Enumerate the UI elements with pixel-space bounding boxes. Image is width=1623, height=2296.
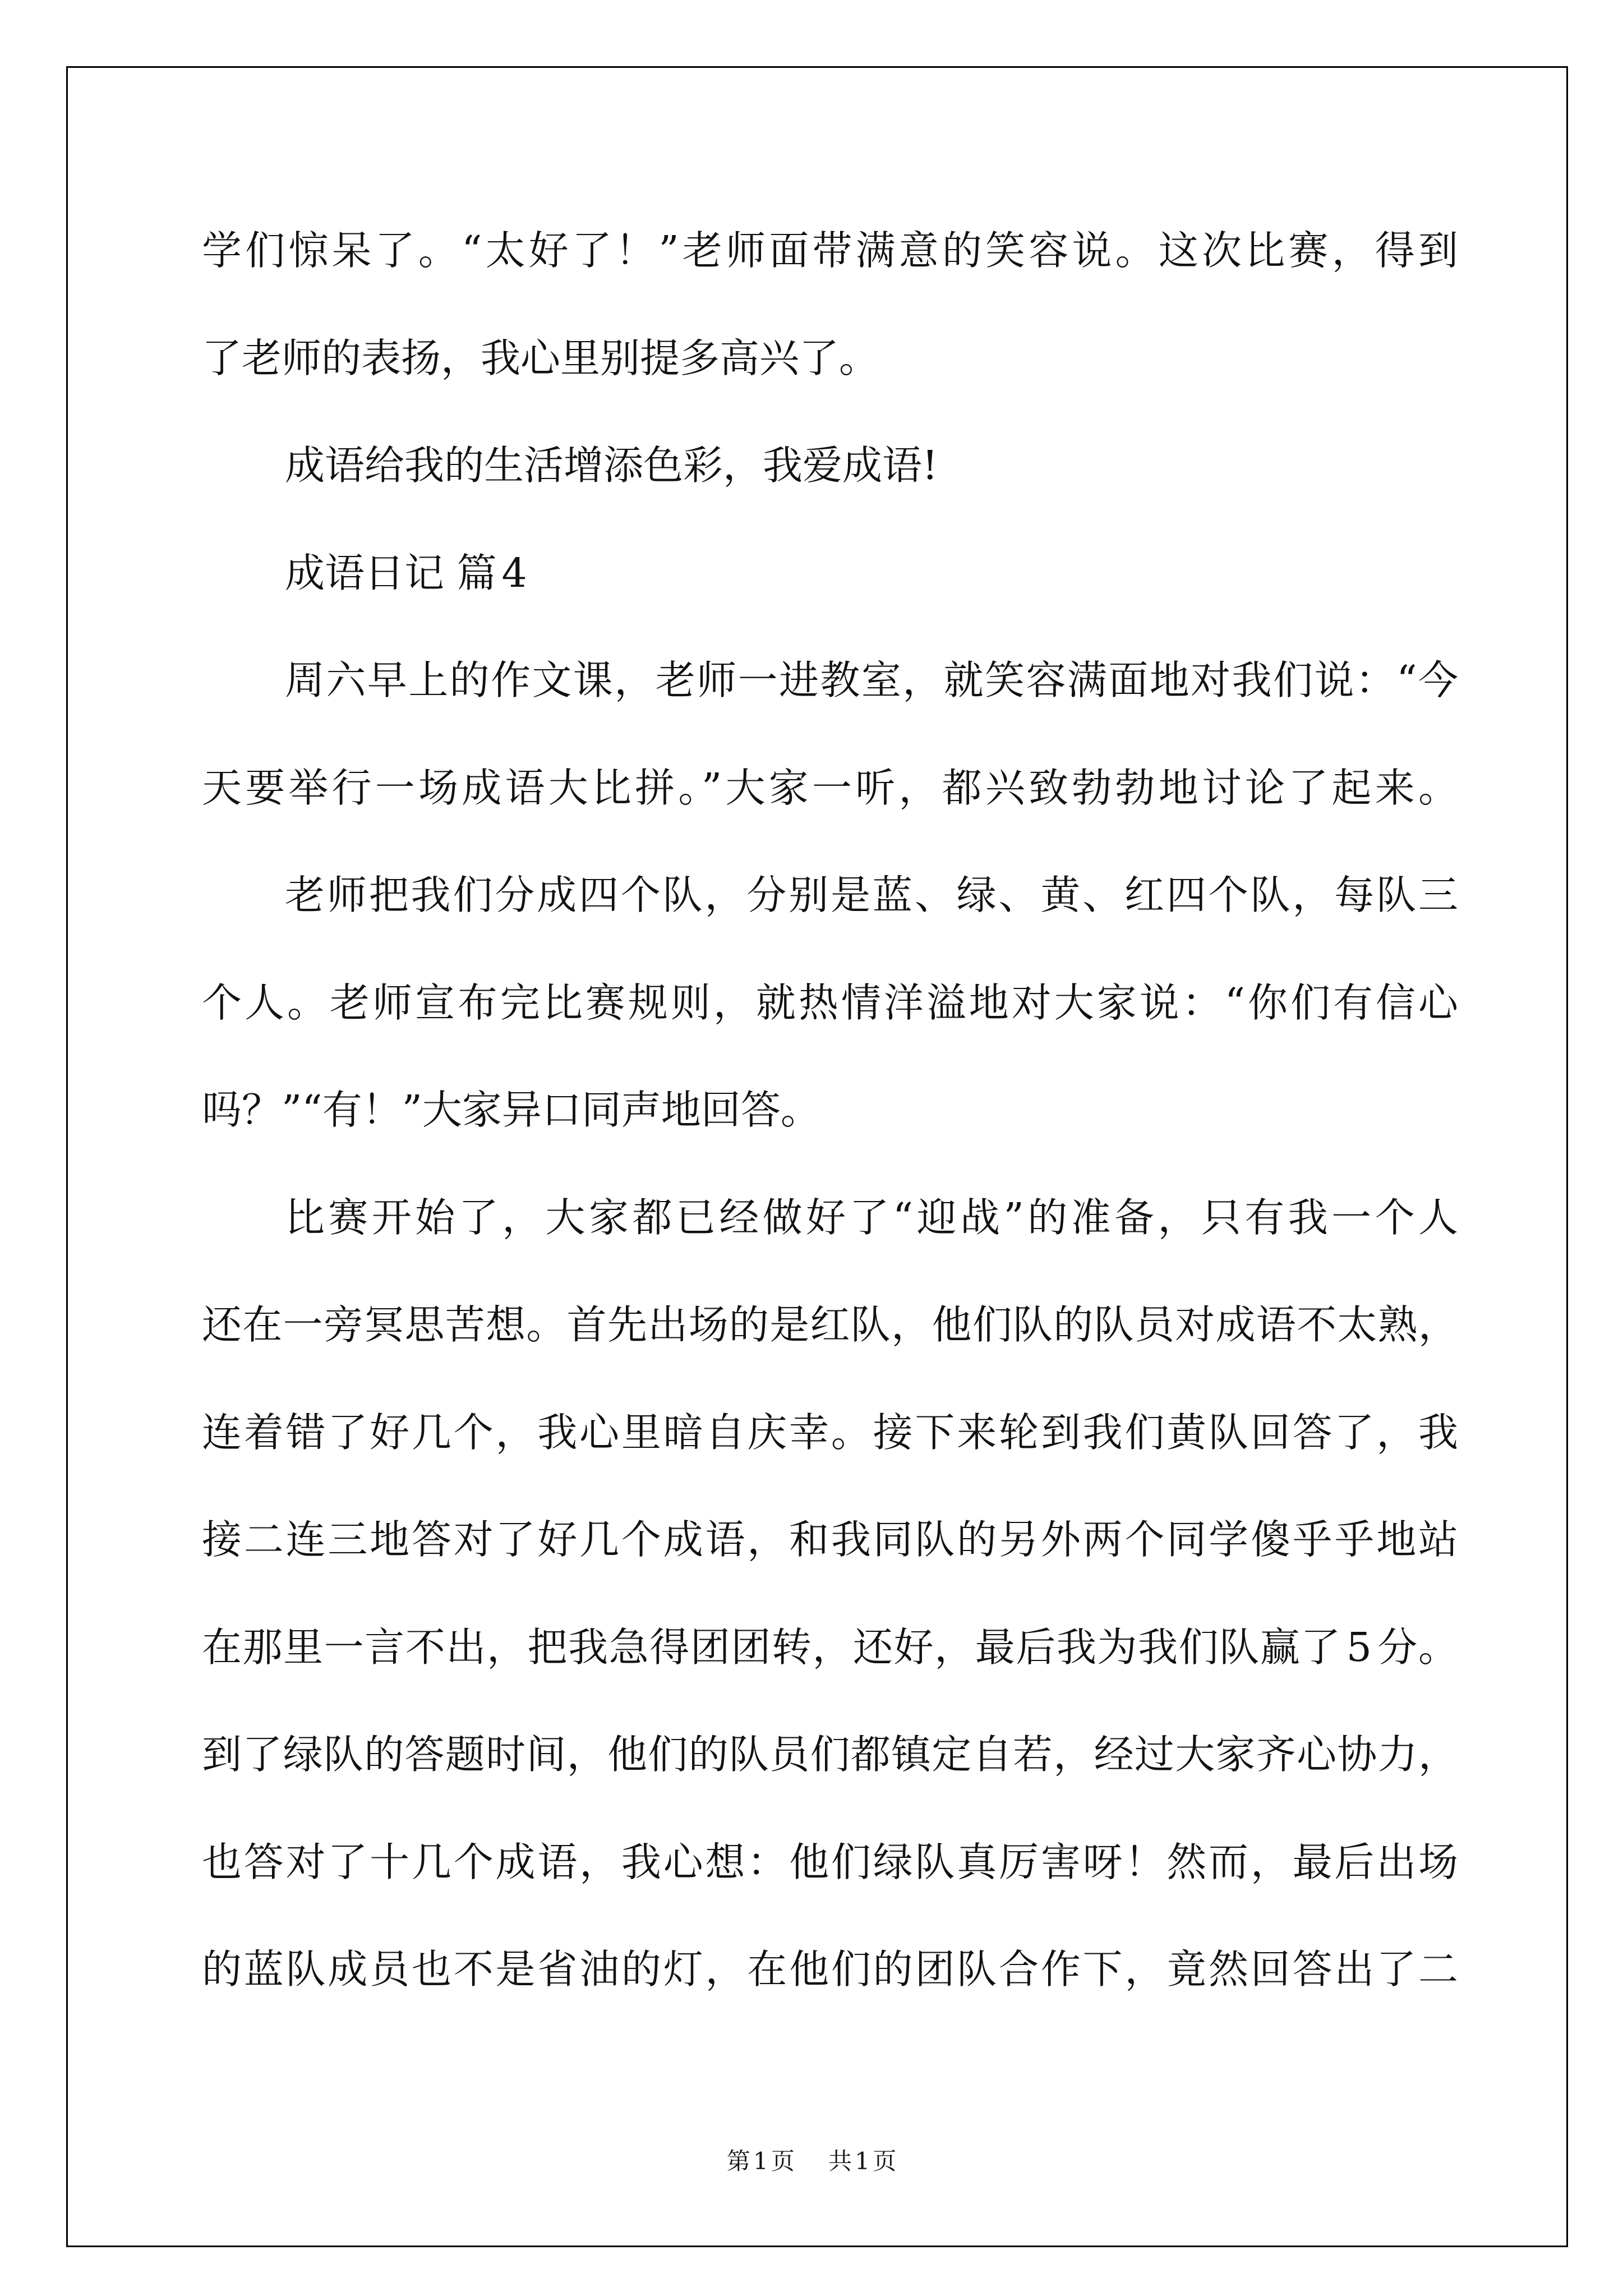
- paragraph-line: 成语给我的生活增添色彩，我爱成语!: [285, 442, 938, 489]
- document-body: [202, 197, 1458, 2023]
- paragraph-line: 学们惊呆了。“太好了！”老师面带满意的笑容说。这次比赛，得到: [202, 227, 1458, 274]
- paragraph: [202, 627, 1458, 841]
- page-number: 第1页: [726, 2147, 795, 2175]
- paragraph: [202, 841, 1458, 1164]
- paragraph-line: 个人。老师宣布完比赛规则，就热情洋溢地对大家说：“你们有信心: [202, 979, 1458, 1026]
- paragraph: [202, 197, 1458, 412]
- paragraph-line: 到了绿队的答题时间，他们的队员们都镇定自若，经过大家齐心协力，: [202, 1731, 1458, 1778]
- paragraph-line: 接二连三地答对了好几个成语，和我同队的另外两个同学傻乎乎地站: [202, 1516, 1458, 1563]
- paragraph: [202, 412, 1458, 519]
- page-count: 共1页: [828, 2147, 897, 2175]
- paragraph-line: 还在一旁冥思苦想。首先出场的是红队，他们队的队员对成语不太熟，: [202, 1301, 1458, 1348]
- paragraph-line: 连着错了好几个，我心里暗自庆幸。接下来轮到我们黄队回答了，我: [202, 1409, 1458, 1456]
- paragraph-line: 老师把我们分成四个队，分别是蓝、绿、黄、红四个队，每队三: [285, 872, 1458, 918]
- paragraph: [202, 1164, 1458, 2023]
- paragraph-line: 的蓝队成员也不是省油的灯，在他们的团队合作下，竟然回答出了二: [202, 1946, 1458, 1993]
- paragraph-line: 比赛开始了，大家都已经做好了“迎战”的准备，只有我一个人: [285, 1194, 1458, 1241]
- paragraph-line: 在那里一言不出，把我急得团团转，还好，最后我为我们队赢了5分。: [202, 1623, 1458, 1671]
- paragraph-line: 也答对了十几个成语，我心想：他们绿队真厉害呀！然而，最后出场: [202, 1838, 1458, 1885]
- paragraph-line: 吗？”“有！”大家异口同声地回答。: [202, 1087, 820, 1133]
- paragraph-line: 了老师的表扬，我心里别提多高兴了。: [202, 334, 879, 381]
- section-heading: 成语日记 篇4: [285, 549, 527, 596]
- paragraph-line: 周六早上的作文课，老师一进教室，就笑容满面地对我们说：“今: [285, 657, 1458, 703]
- page-footer: [0, 2145, 1623, 2178]
- paragraph-line: 天要举行一场成语大比拼。”大家一听，都兴致勃勃地讨论了起来。: [202, 764, 1458, 811]
